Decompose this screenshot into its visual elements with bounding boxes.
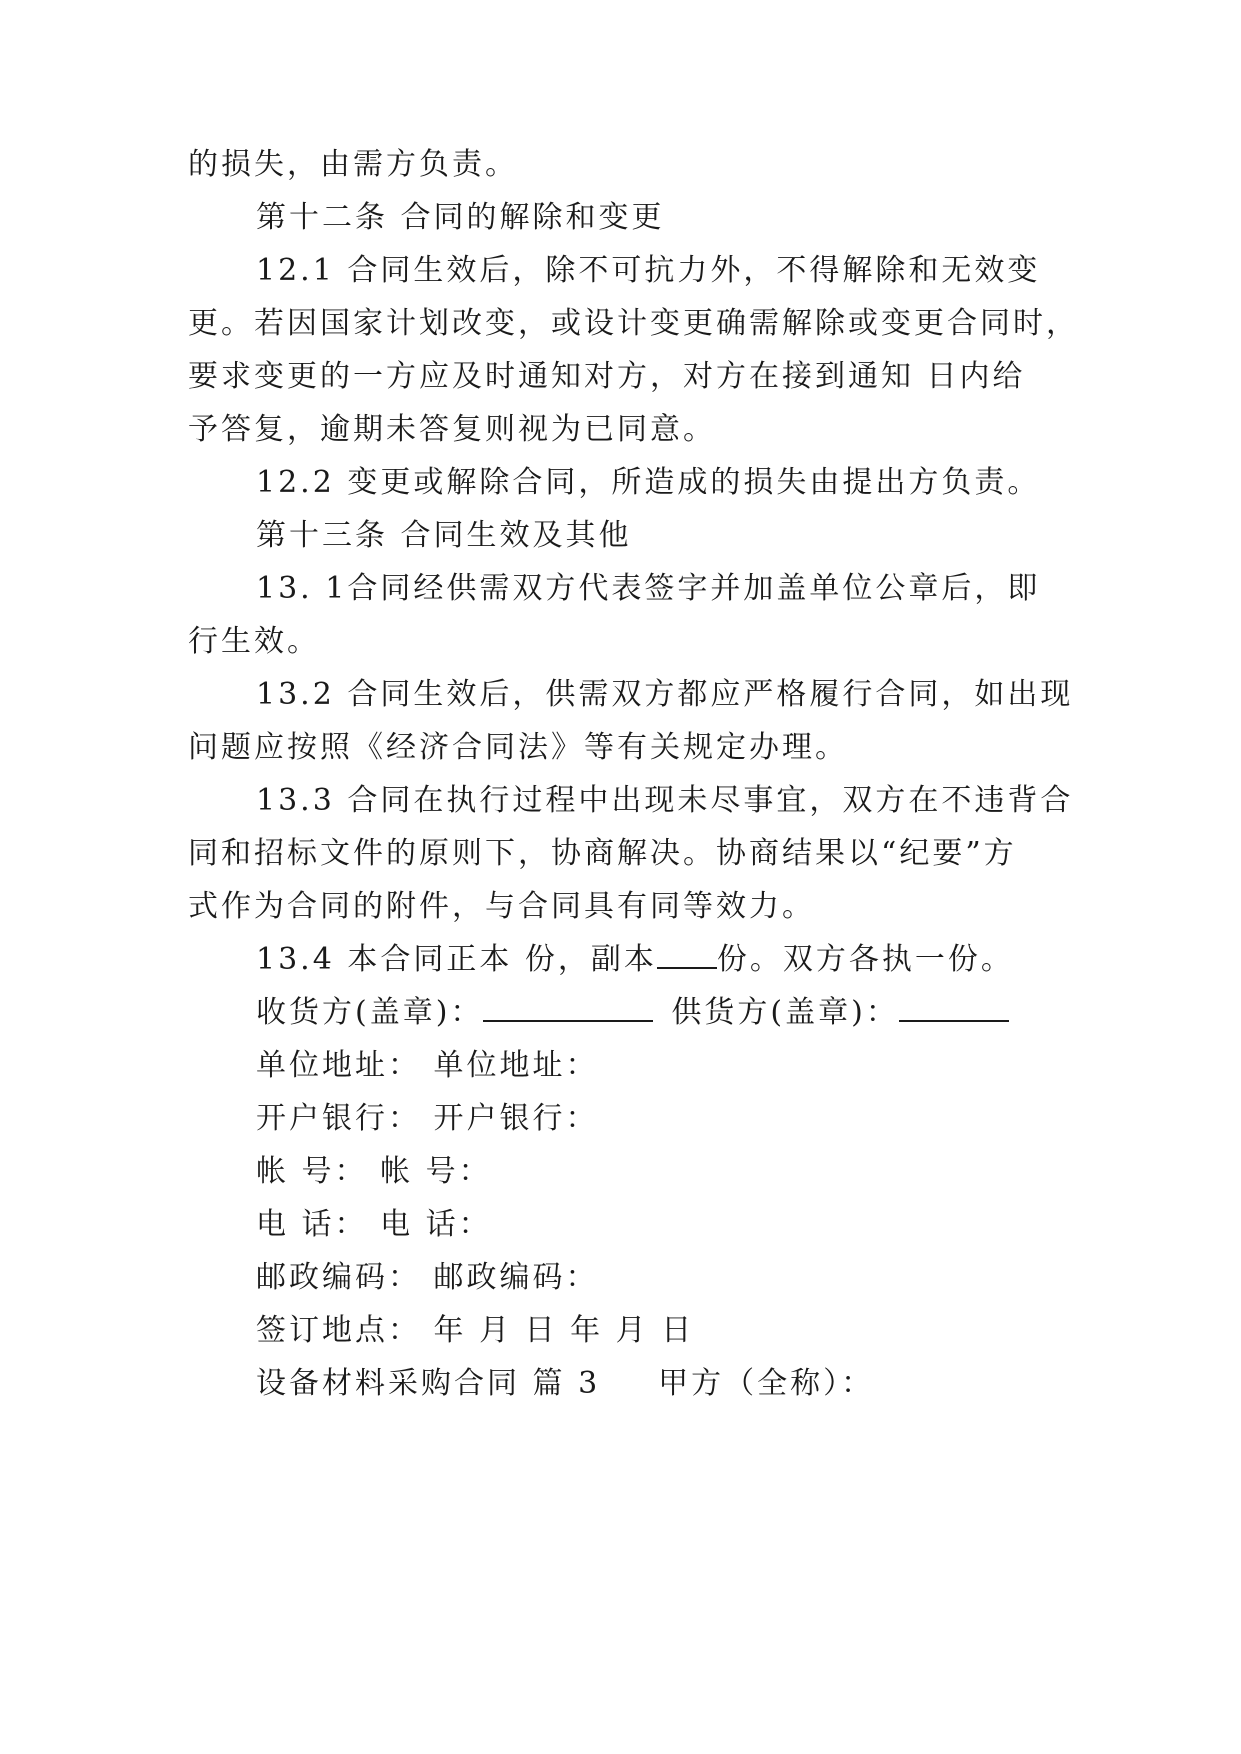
paragraph-line: 予答复，逾期未答复则视为已同意。: [188, 412, 716, 447]
paragraph-line: 的损失，由需方负责。: [188, 147, 518, 182]
paragraph-line: 13.2 合同生效后，供需双方都应严格履行合同，如出现: [256, 677, 1074, 712]
copies-line: [256, 931, 1058, 989]
field-line: 开户银行： 开户银行：: [256, 1101, 599, 1136]
signature-line: [256, 984, 1058, 1042]
field-line: 签订地点： 年 月 日 年 月 日: [256, 1313, 695, 1348]
paragraph-line: 13. 1合同经供需双方代表签字并加盖单位公章后，即: [256, 571, 1041, 606]
copies-text-start: 13.4 本合同正本 份，副本: [256, 942, 657, 977]
paragraph-line: 式作为合同的附件，与合同具有同等效力。: [188, 889, 815, 924]
paragraph-line: 行生效。: [188, 624, 320, 659]
paragraph-line: 要求变更的一方应及时通知对方，对方在接到通知 日内给: [188, 359, 1026, 394]
paragraph-line: 同和招标文件的原则下，协商解决。协商结果以“纪要”方: [188, 836, 1017, 871]
article-heading: 第十二条 合同的解除和变更: [256, 200, 665, 235]
paragraph-line: 12.2 变更或解除合同，所造成的损失由提出方负责。: [256, 465, 1041, 500]
section-heading-line: [256, 1355, 1058, 1413]
supplier-seal-label: 供货方(盖章)：: [671, 995, 899, 1030]
section-heading: 设备材料采购合同 篇 3: [256, 1366, 601, 1401]
receiver-seal-label: 收货方(盖章)：: [256, 995, 484, 1030]
paragraph-line: 更。若因国家计划改变，或设计变更确需解除或变更合同时，: [188, 306, 1079, 341]
paragraph-line: 问题应按照《经济合同法》等有关规定办理。: [188, 730, 848, 765]
paragraph-line: 12.1 合同生效后，除不可抗力外，不得解除和无效变: [256, 253, 1041, 288]
field-line: 邮政编码： 邮政编码：: [256, 1260, 599, 1295]
field-line: 电 话： 电 话：: [256, 1207, 492, 1242]
field-line: 单位地址： 单位地址：: [256, 1048, 599, 1083]
paragraph-line: 13.3 合同在执行过程中出现未尽事宜，双方在不违背合: [256, 783, 1074, 818]
field-line: 帐 号： 帐 号：: [256, 1154, 492, 1189]
party-a-label: 甲方（全称）：: [658, 1366, 875, 1401]
supplier-seal-blank: [899, 994, 1009, 1022]
copies-text-end: 份。双方各执一份。: [716, 942, 1014, 977]
receiver-seal-blank: [483, 994, 653, 1022]
article-heading: 第十三条 合同生效及其他: [256, 518, 632, 553]
copies-blank: [657, 941, 717, 969]
